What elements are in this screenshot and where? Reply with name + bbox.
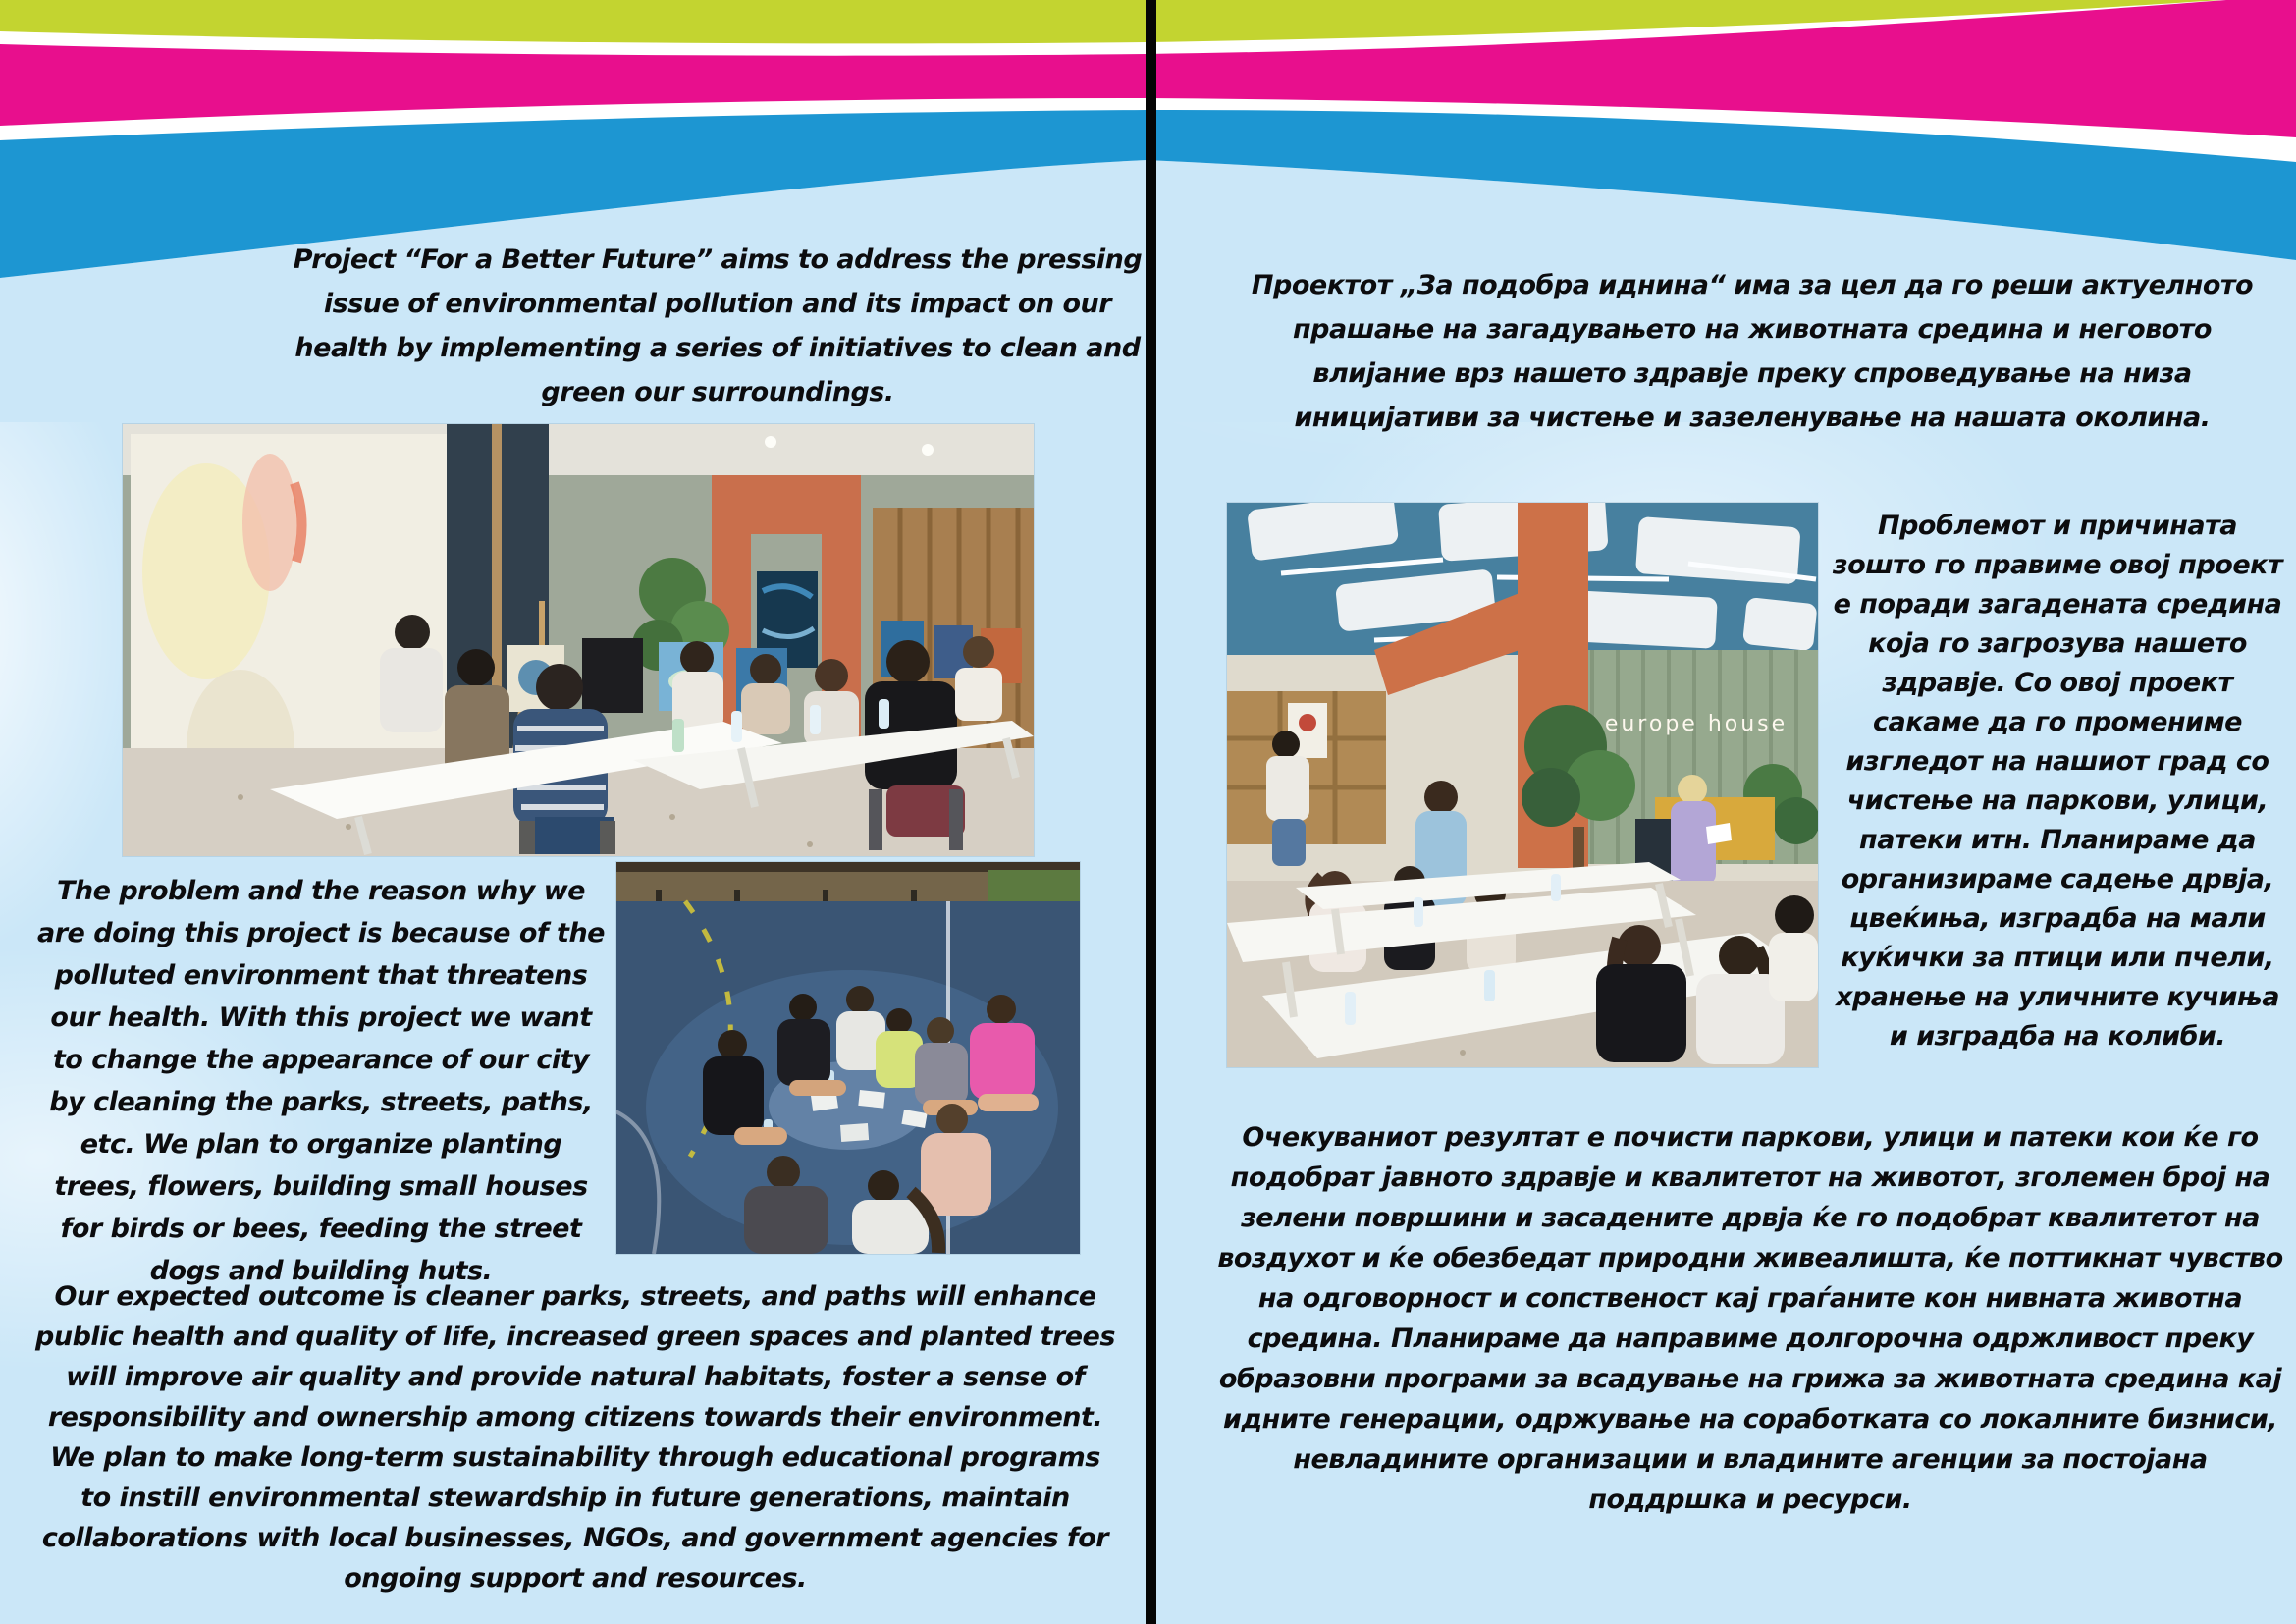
photo-classroom-workshop: [123, 424, 1034, 856]
europe-house-sign: europe house: [1604, 712, 1789, 736]
photo-gym-group-discussion: [616, 862, 1080, 1254]
right-intro-paragraph: Проектот „За подобра иднина“ има за цел да го реши актуелното прашање на загадувањето на животната средина и неговото влијание врз нашето здравје преку спроведување на низа иницијативи за чистење и зазеленување на нашата околина.: [1251, 270, 2254, 433]
right-outcome-paragraph: Очекуваниот резултат е почисти паркови, улици и патеки кои ќе го подобрат јавното здравје и квалитетот на животот, зголемен број на зелени површини и засадените дрвја ќе го подобрат квалитетот на воздухот и ќе обезбедат природни живеалишта, ќе поттикнат чувство на одговорност и сопственост кај граѓаните кон нивната животна средина. Планираме да направиме долгорочна одржливост преку образовни програми за всадување на грижа за животната средина кај идните генерации, одржување на соработката со локалните бизниси, невладините организации и владините агенции за постојана поддршка и ресурси.: [1217, 1122, 2283, 1515]
left-intro-paragraph: Project “For a Better Future” aims to address the pressing issue of environmental pollution and its impact on our health by implementing a series of initiatives to clean and green our surroundings.: [293, 244, 1143, 407]
page-spine-divider: [1146, 0, 1156, 1624]
right-problem-paragraph: Проблемот и причината зошто го правиме овој проект е поради загадената средина која го загрозува нашето здравје. Со овој проект сакаме да го промениме изгледот на нашиот град со чистење на паркови, улици, патеки итн. Планираме да организираме садење дрвја, цвеќиња, изградба на мали куќички за птици или пчели, хранење на уличните кучиња и изградба на колиби.: [1832, 511, 2283, 1052]
person-boy-front-right: [1769, 895, 1818, 1001]
left-problem-paragraph: The problem and the reason why we are doing this project is because of the polluted environment that threatens our health. With this project we want to change the appearance of our city by cleaning the parks, streets, paths, etc. We plan to organize planting trees, flowers, building small houses for birds or bees, feeding the street dogs and building huts.: [37, 876, 605, 1286]
photo-europe-house-presentation: [1227, 503, 1818, 1067]
left-outcome-paragraph: Our expected outcome is cleaner parks, streets, and paths will enhance public health and quality of life, increased green spaces and planted trees will improve air quality and provide natural habitats, foster a sense of responsibility and ownership among citizens towards their environment. We plan to make long-term sustainability through educational programs to instill environmental stewardship in future generations, maintain collaborations with local businesses, NGOs, and government agencies for ongoing support and resources.: [35, 1281, 1115, 1594]
